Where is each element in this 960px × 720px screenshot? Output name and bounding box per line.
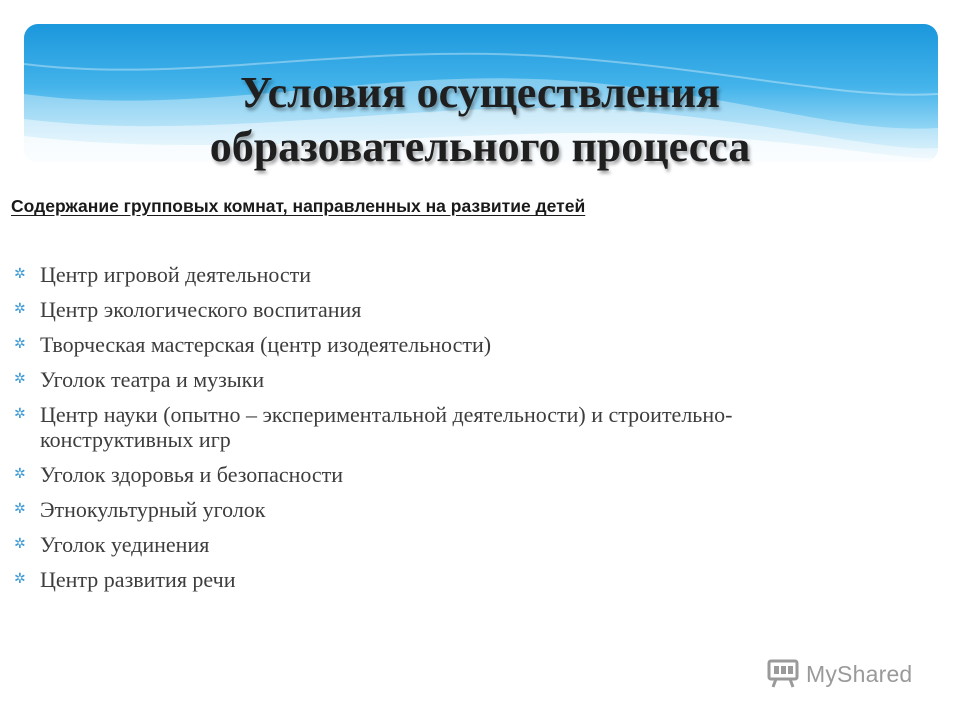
- watermark: [766, 656, 912, 692]
- list-item: [14, 567, 814, 592]
- list-item-text: Центр игровой деятельности: [40, 262, 312, 287]
- asterisk-bullet-icon: ✲: [14, 302, 26, 317]
- asterisk-bullet-icon: ✲: [14, 407, 26, 422]
- asterisk-bullet-icon: ✲: [14, 467, 26, 482]
- list-item-text: Центр науки (опытно – экспериментальной деятельности) и строительно-конструктивных игр: [40, 402, 733, 452]
- list-item: [14, 332, 814, 357]
- list-item: [14, 262, 814, 287]
- list-item: [14, 532, 814, 557]
- slide-title-line-2: образовательного процесса: [209, 121, 751, 171]
- myshared-logo-icon: [766, 659, 800, 689]
- asterisk-bullet-icon: ✲: [14, 372, 26, 387]
- asterisk-bullet-icon: ✲: [14, 337, 26, 352]
- list-item-text: Уголок уединения: [40, 532, 210, 557]
- list-item-text: Творческая мастерская (центр изодеятельности): [40, 332, 492, 357]
- list-item-text: Центр развития речи: [40, 567, 236, 592]
- watermark-text: MyShared: [806, 660, 913, 687]
- asterisk-bullet-icon: ✲: [14, 537, 26, 552]
- list-item-text: Этнокультурный уголок: [40, 497, 266, 522]
- list-item: [14, 367, 814, 392]
- section-subtitle: Содержание групповых комнат, направленных на развитие детей: [11, 196, 586, 216]
- slide-title-line-1: Условия осуществления: [240, 68, 720, 117]
- asterisk-bullet-icon: ✲: [14, 267, 26, 282]
- bullet-list: [14, 262, 814, 602]
- list-item-text: Уголок здоровья и безопасности: [40, 462, 344, 487]
- list-item: [14, 462, 814, 487]
- list-item-text: Центр экологического воспитания: [40, 297, 362, 322]
- asterisk-bullet-icon: ✲: [14, 502, 26, 517]
- list-item: [14, 497, 814, 522]
- list-item-text: Уголок театра и музыки: [40, 367, 265, 392]
- list-item: [14, 402, 814, 452]
- list-item: [14, 297, 814, 322]
- asterisk-bullet-icon: ✲: [14, 572, 26, 587]
- slide-title: [120, 66, 840, 173]
